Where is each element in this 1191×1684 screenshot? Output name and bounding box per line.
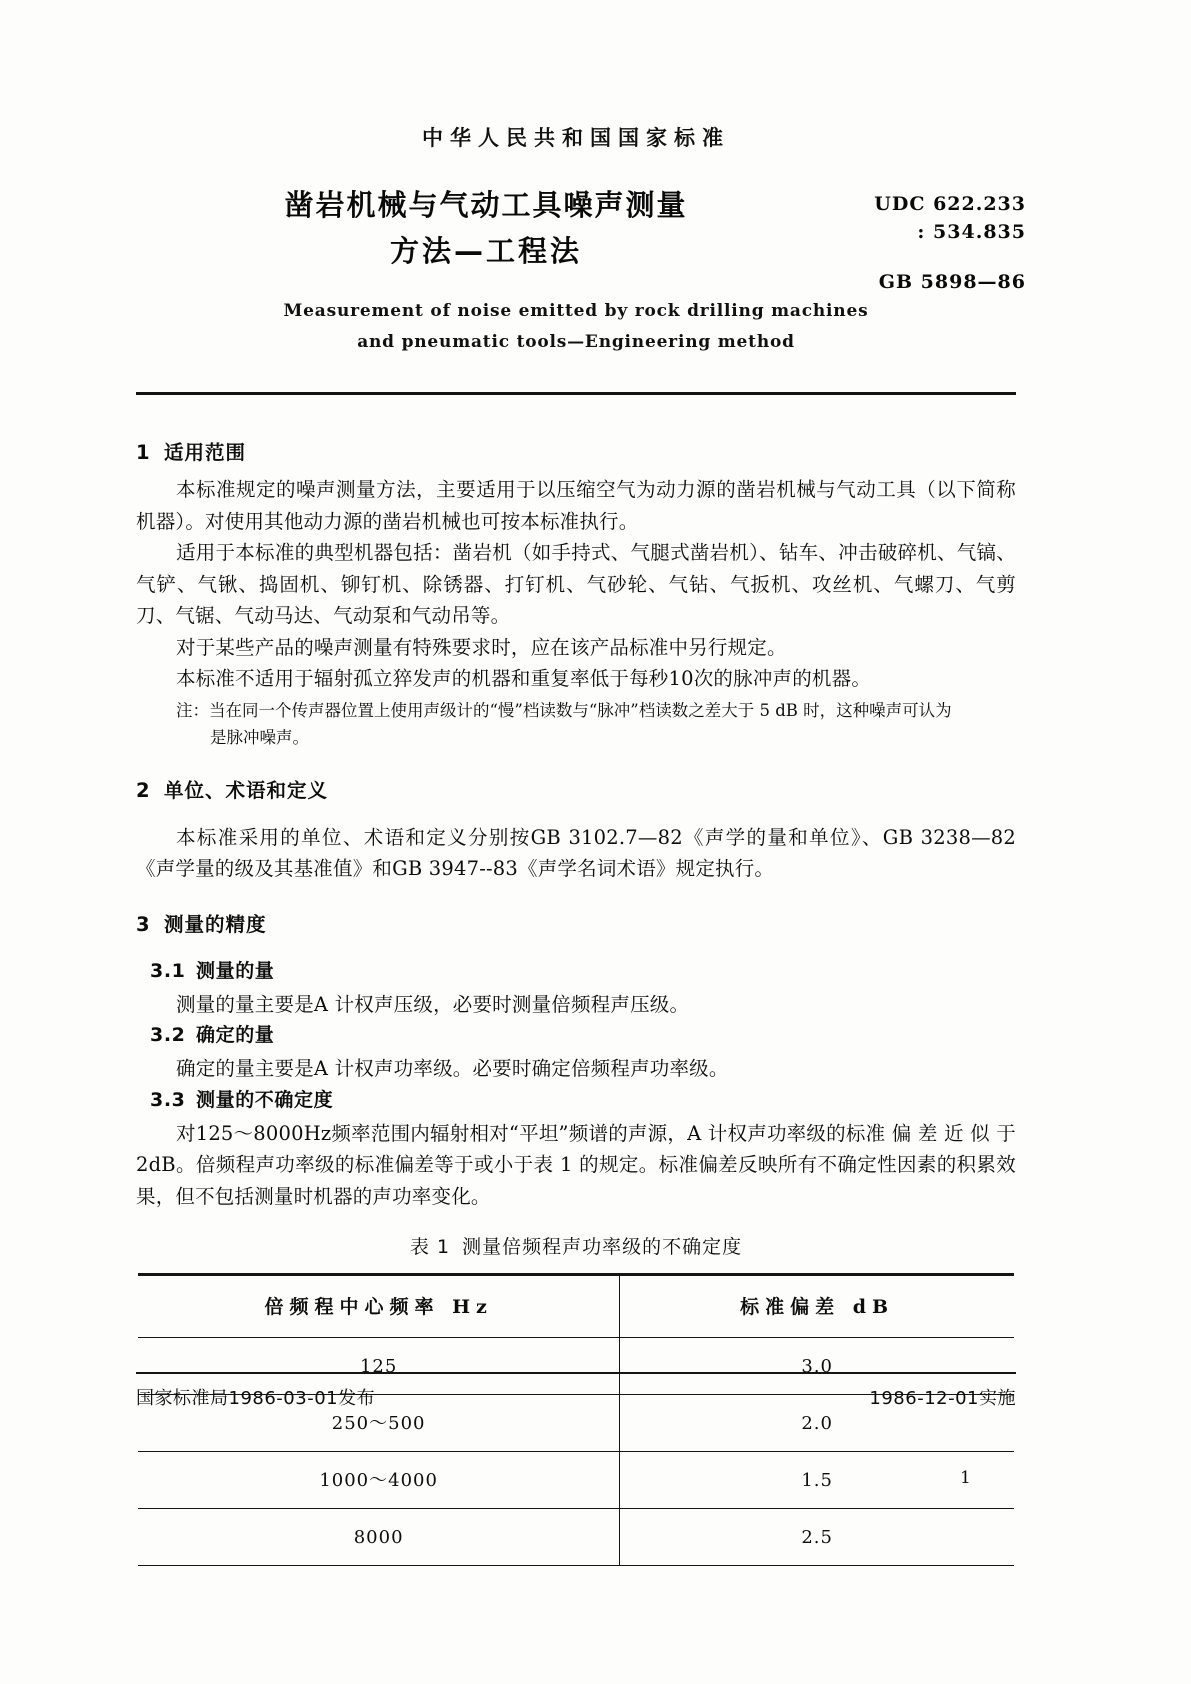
document-title <box>146 182 826 274</box>
english-title-line2: and pneumatic tools—Engineering method <box>357 332 795 352</box>
section-3-3-number: 3.3 <box>150 1088 186 1111</box>
table-1-uncertainty <box>138 1273 1014 1566</box>
section-1-paragraph-4: 本标准不适用于辐射孤立猝发声的机器和重复率低于每秒10次的脉冲声的机器。 <box>176 667 872 690</box>
section-3-heading <box>136 909 1016 940</box>
page-content <box>136 0 1026 1566</box>
national-standard-header: 中华人民共和国国家标准 <box>422 126 730 150</box>
section-2-title: 单位、术语和定义 <box>164 778 329 802</box>
section-3-2-paragraph: 确定的量主要是A 计权声功率级。必要时确定倍频程声功率级。 <box>176 1057 729 1080</box>
section-3-1-title: 测量的量 <box>196 959 275 982</box>
cell-standard-deviation: 2.0 <box>620 1395 1014 1452</box>
section-3-2-heading <box>150 1020 1016 1051</box>
gb-standard-number: GB 5898—86 <box>878 271 1026 293</box>
footer-issue-date: 国家标准局1986-03-01发布 <box>136 1388 376 1409</box>
english-title-line1: Measurement of noise emitted by rock drilling machines <box>283 301 869 321</box>
table-row <box>138 1509 1014 1566</box>
section-1-paragraph-2: 适用于本标准的典型机器包括：凿岩机（如手持式、气腿式凿岩机）、钻车、冲击破碎机、气镐、气铲、气锹、捣固机、铆钉机、除锈器、打钉机、气砂轮、气钻、气扳机、攻丝机、气螺刀、气剪刀、气锯、气动马达、气动泵和气动吊等。 <box>136 541 1016 627</box>
english-title <box>136 296 1016 358</box>
standard-code-block <box>816 190 1026 296</box>
note-label: 注： <box>176 700 209 720</box>
section-1-heading <box>136 437 1016 468</box>
table-1-caption-text: 测量倍频程声功率级的不确定度 <box>462 1236 743 1258</box>
table-header-frequency: 倍频程中心频率 Hz <box>138 1275 620 1338</box>
document-title-line1: 凿岩机械与气动工具噪声测量 <box>284 188 688 222</box>
table-header-row <box>138 1275 1014 1338</box>
section-1-paragraph-3: 对于某些产品的噪声测量有特殊要求时，应在该产品标准中另行规定。 <box>176 635 787 659</box>
table-header-standard-deviation: 标准偏差 dB <box>620 1275 1014 1338</box>
section-1-title: 适用范围 <box>164 441 247 464</box>
section-3-3-paragraph: 对125～8000Hz频率范围内辐射相对“平坦”频谱的声源，A 计权声功率级的标准 偏 差 近 似 于 2dB。倍频程声功率级的标准偏差等于或小于表 1 的规定。标准偏差反映所有不确定性因素的积累效果，但不包括测量时机器的声功率变化。 <box>136 1121 1016 1208</box>
udc-code-line1: UDC 622.233 <box>874 193 1026 215</box>
footer-effective-date: 1986-12-01实施 <box>869 1388 1016 1409</box>
table-1-caption <box>136 1232 1016 1263</box>
title-row <box>136 182 1026 293</box>
cell-standard-deviation: 1.5 <box>620 1452 1014 1509</box>
cell-standard-deviation: 2.5 <box>620 1509 1014 1566</box>
table-row <box>138 1452 1014 1509</box>
cell-frequency: 125 <box>138 1338 620 1395</box>
section-1-note <box>176 697 1016 751</box>
note-text-continued: 是脉冲噪声。 <box>210 727 309 747</box>
cell-frequency: 1000～4000 <box>138 1452 620 1509</box>
section-3-title: 测量的精度 <box>164 912 267 936</box>
section-2-number: 2 <box>136 778 151 802</box>
section-2-paragraph-1: 本标准采用的单位、术语和定义分别按GB 3102.7—82《声学的量和单位》、GB 3238—82《声学量的级及其基准值》和GB 3947--83《声学名词术语》规定执行。 <box>136 825 1016 880</box>
section-3-1-heading <box>150 956 1016 987</box>
section-3-3-heading <box>150 1085 1016 1116</box>
document-title-line2: 方法—工程法 <box>389 234 582 268</box>
section-1-paragraph-1: 本标准规定的噪声测量方法，主要适用于以压缩空气为动力源的凿岩机械与气动工具（以下简称机器）。对使用其他动力源的凿岩机械也可按本标准执行。 <box>136 478 1016 533</box>
udc-code-line2: : 534.835 <box>917 221 1026 243</box>
page-number: 1 <box>960 1468 971 1488</box>
page-footer <box>136 1372 1016 1410</box>
section-3-1-number: 3.1 <box>150 959 186 982</box>
section-3-3-title: 测量的不确定度 <box>196 1088 334 1111</box>
section-1-number: 1 <box>136 441 151 464</box>
header-divider <box>136 392 1016 395</box>
section-2-heading <box>136 775 1016 806</box>
section-3-2-number: 3.2 <box>150 1024 186 1046</box>
cell-frequency: 8000 <box>138 1509 620 1566</box>
section-3-1-paragraph: 测量的量主要是A 计权声压级，必要时测量倍频程声压级。 <box>176 992 690 1016</box>
section-3-2-title: 确定的量 <box>196 1024 275 1046</box>
cell-standard-deviation: 3.0 <box>620 1338 1014 1395</box>
table-1-number: 表 1 <box>409 1236 451 1258</box>
cell-frequency: 250～500 <box>138 1395 620 1452</box>
note-text: 当在同一个传声器位置上使用声级计的“慢”档读数与“脉冲”档读数之差大于 5 dB 时，这种噪声可认为 <box>209 700 952 720</box>
section-3-number: 3 <box>136 912 151 936</box>
